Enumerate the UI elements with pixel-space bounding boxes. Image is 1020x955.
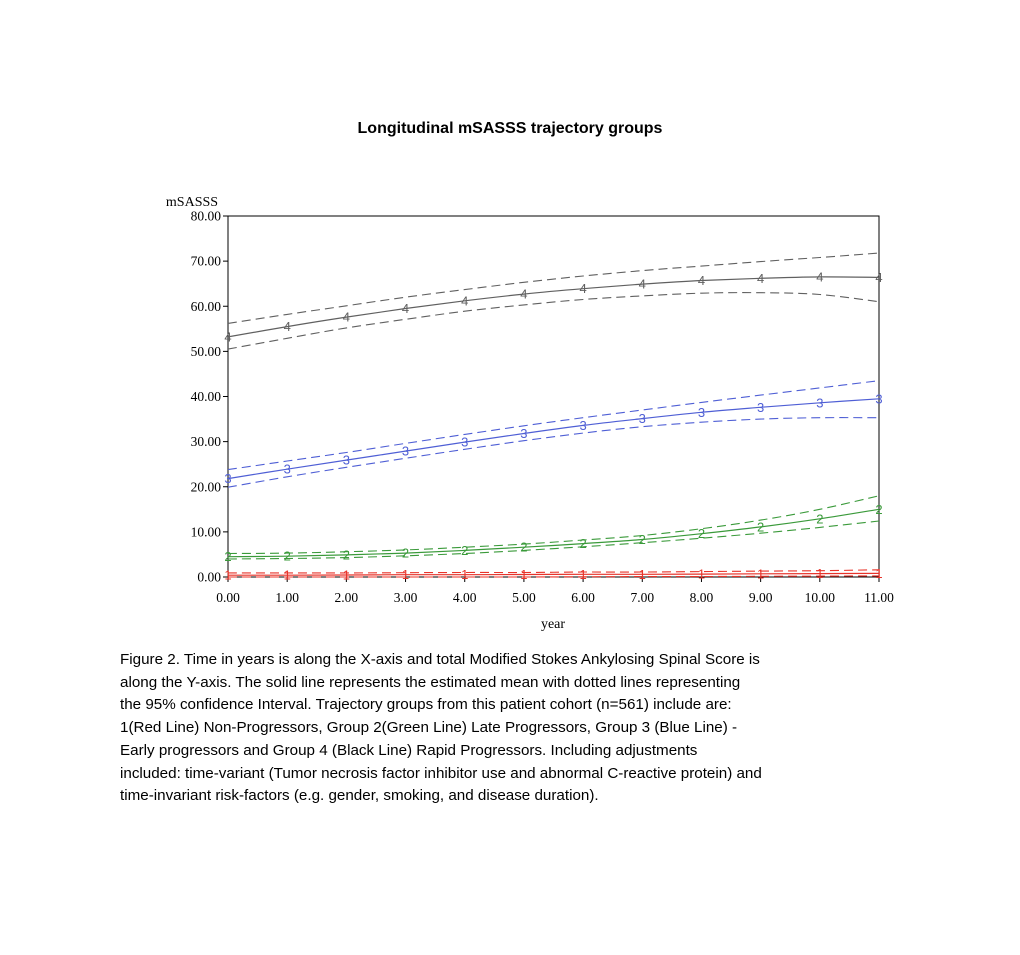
data-point-marker: 3 — [816, 395, 824, 411]
data-point-marker: 3 — [283, 461, 291, 477]
series-group-2 — [224, 496, 882, 564]
x-tick-label: 4.00 — [452, 590, 477, 605]
data-point-marker: 3 — [461, 434, 469, 450]
data-point-marker: 4 — [283, 319, 291, 335]
data-point-marker: 3 — [638, 411, 646, 427]
plot-frame — [228, 216, 879, 577]
x-tick-label: 11.00 — [864, 590, 894, 605]
series-lower-ci-2 — [228, 521, 879, 559]
y-tick-label: 20.00 — [190, 479, 221, 495]
x-tick-label: 3.00 — [393, 590, 418, 605]
series-group-3 — [224, 381, 882, 488]
data-point-marker: 4 — [697, 273, 706, 289]
data-point-marker: 2 — [283, 548, 291, 564]
y-tick-label: 80.00 — [190, 208, 221, 224]
x-tick-label: 1.00 — [275, 590, 299, 605]
data-point-marker: 4 — [638, 276, 646, 292]
data-point-marker: 3 — [224, 471, 232, 487]
y-tick-label: 60.00 — [190, 298, 221, 314]
data-point-marker: 2 — [697, 526, 706, 542]
y-axis-title: mSASSS — [165, 195, 219, 210]
x-tick-label: 0.00 — [216, 590, 240, 605]
series-mean-line-4 — [228, 277, 879, 337]
data-point-marker: 1 — [283, 567, 291, 583]
data-point-marker: 2 — [579, 536, 587, 552]
data-point-marker: 2 — [520, 539, 528, 555]
data-point-marker: 3 — [520, 426, 528, 442]
data-point-marker: 1 — [579, 566, 587, 582]
x-tick-label: 9.00 — [748, 590, 773, 605]
figure-caption — [120, 649, 920, 808]
data-point-marker: 4 — [816, 269, 824, 285]
caption-line: included: time-variant (Tumor necrosis factor inhibitor use and abnormal C-reactive protein) and — [120, 764, 762, 782]
series-mean-line-1 — [228, 573, 879, 575]
data-point-marker: 1 — [697, 566, 706, 582]
data-point-marker: 1 — [342, 567, 350, 583]
x-tick-label: 2.00 — [334, 590, 359, 605]
series-layer — [224, 253, 882, 583]
series-mean-line-2 — [228, 509, 879, 556]
data-point-marker: 3 — [401, 443, 410, 459]
data-point-marker: 4 — [757, 270, 765, 286]
data-point-marker: 1 — [461, 567, 469, 583]
data-point-marker: 2 — [875, 501, 883, 517]
data-point-marker: 1 — [520, 567, 528, 583]
x-tick-label: 7.00 — [630, 590, 655, 605]
data-point-marker: 3 — [757, 399, 765, 415]
data-point-marker: 4 — [342, 309, 350, 325]
caption-line: the 95% confidence Interval. Trajectory groups from this patient cohort (n=561) include are: — [120, 696, 732, 714]
data-point-marker: 1 — [224, 567, 232, 583]
series-lower-ci-3 — [228, 418, 879, 488]
x-axis-title: year — [540, 617, 566, 632]
series-upper-ci-3 — [228, 381, 879, 470]
data-point-marker: 4 — [461, 293, 469, 309]
data-point-marker: 3 — [697, 404, 706, 420]
data-point-marker: 4 — [520, 286, 528, 302]
data-point-marker: 3 — [875, 391, 883, 407]
data-point-marker: 3 — [579, 417, 587, 433]
y-tick-label: 0.00 — [197, 569, 221, 585]
y-tick-label: 40.00 — [190, 389, 221, 404]
series-upper-ci-4 — [228, 253, 879, 323]
y-tick-label: 10.00 — [190, 524, 221, 540]
data-point-marker: 2 — [342, 547, 350, 563]
data-point-marker: 1 — [816, 566, 824, 582]
data-point-marker: 4 — [579, 281, 587, 297]
x-axis — [216, 577, 894, 605]
caption-line: Early progressors and Group 4 (Black Line) Rapid Progressors. Including adjustments — [120, 741, 698, 759]
data-point-marker: 3 — [342, 452, 350, 468]
data-point-marker: 2 — [224, 549, 232, 565]
series-group-1 — [224, 566, 882, 583]
data-point-marker: 4 — [401, 301, 410, 317]
series-mean-line-3 — [228, 399, 879, 479]
x-tick-label: 5.00 — [512, 590, 536, 605]
data-point-marker: 1 — [757, 566, 765, 582]
x-tick-label: 8.00 — [689, 590, 714, 605]
x-tick-label: 6.00 — [571, 590, 595, 605]
y-tick-label: 70.00 — [190, 253, 221, 269]
caption-line: 1(Red Line) Non-Progressors, Group 2(Green Line) Late Progressors, Group 3 (Blue Line) - — [120, 719, 738, 737]
y-tick-label: 30.00 — [190, 434, 221, 450]
chart-title: Longitudinal mSASSS trajectory groups — [357, 120, 663, 137]
data-point-marker: 4 — [875, 269, 883, 285]
y-axis — [191, 209, 228, 585]
caption-line: along the Y-axis. The solid line represents the estimated mean with dotted lines representing — [120, 673, 741, 691]
data-point-marker: 2 — [638, 532, 646, 548]
data-point-marker: 2 — [757, 519, 765, 535]
x-tick-label: 10.00 — [804, 590, 836, 605]
y-tick-label: 50.00 — [190, 343, 221, 359]
data-point-marker: 2 — [401, 545, 410, 561]
caption-line: Figure 2. Time in years is along the X-axis and total Modified Stokes Ankylosing Spinal Score is — [120, 651, 760, 668]
data-point-marker: 2 — [461, 542, 469, 558]
data-point-marker: 4 — [224, 329, 232, 345]
data-point-marker: 1 — [638, 566, 646, 582]
data-point-marker: 2 — [816, 511, 824, 527]
data-point-marker: 1 — [401, 567, 410, 583]
data-point-marker: 1 — [875, 565, 883, 581]
caption-line: time-invariant risk-factors (e.g. gender, smoking, and disease duration). — [120, 787, 599, 805]
series-upper-ci-1 — [228, 570, 879, 573]
series-group-4 — [224, 253, 882, 349]
